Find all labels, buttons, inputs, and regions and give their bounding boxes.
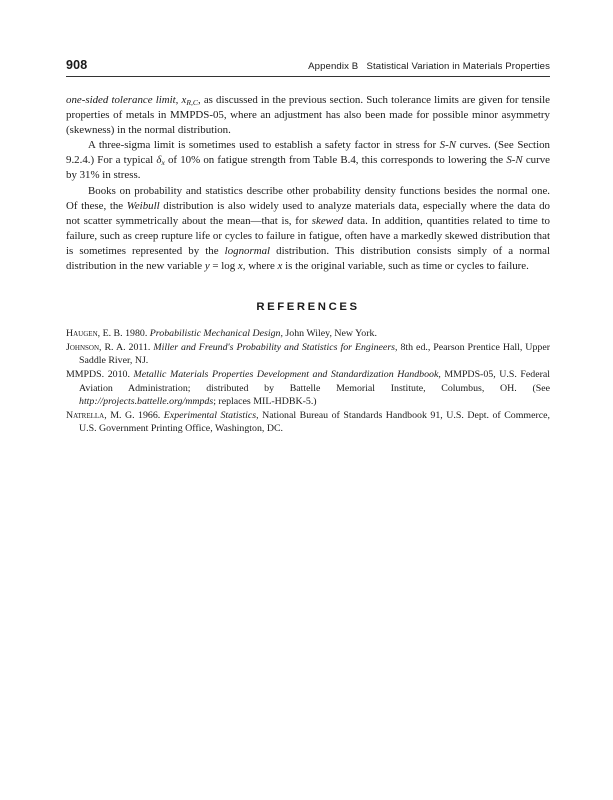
sn-term: S-N [439,139,457,152]
reference-item [66,409,550,436]
header-rule [66,76,550,77]
reference-author: MMPDS. [66,368,105,380]
term-weibull: Weibull [126,199,160,212]
term-skewed: skewed [311,214,344,227]
reference-year: 1966. [134,409,164,421]
reference-title: Experimental Statistics [163,409,257,421]
paragraph-2-text-a: A three-sigma limit is sometimes used to establish a safety factor in stress for [88,139,440,152]
subscript-rc: R,C [186,97,198,107]
paragraph-3-text-f: is the original variable, such as time or cycles to failure. [282,260,529,273]
reference-url-link[interactable]: http://projects.battelle.org/mmpds [79,396,214,408]
reference-details: , 8th ed., Pearson Prentice Hall, Upper Saddle River, NJ. [79,341,550,367]
running-head: Appendix B Statistical Variation in Materials Properties [308,61,550,72]
symbol-delta: δ [156,154,162,167]
book-page [66,58,550,436]
reference-author: Haugen, E. B. [66,328,123,340]
reference-year: 2011. [125,341,154,353]
term-lognormal: lognormal [224,244,271,257]
reference-title: Metallic Materials Properties Development and Standardization Handbook [133,368,439,380]
reference-details: , John Wiley, New York. [280,328,377,340]
reference-title: Probabilistic Mechanical Design [149,328,281,340]
reference-item [66,368,550,409]
symbol-y: y [204,260,210,273]
reference-item [66,327,550,341]
body-text [66,93,550,274]
reference-year: 1980. [122,328,150,340]
paragraph-3-text-c: data. In addition, quantities related to time to failure, such as creep rupture life or cycles to failure in fatigue, often have a markedly skewed distribution that is sometimes represented by the [66,214,550,257]
reference-year: 2010. [104,368,134,380]
reference-author: Johnson, R. A. [66,341,126,353]
paragraph-3 [66,184,550,275]
term-one-sided-tolerance-limit: one-sided tolerance limit, [66,94,182,106]
paragraph-3-text-e: , where [242,260,278,273]
paragraph-2 [66,138,550,183]
reference-details: , National Bureau of Standards Handbook 91, U.S. Dept. of Commerce, U.S. Government Printing Office, Washington, DC. [79,409,550,435]
reference-details-end: ; replaces MIL-HDBK-5.) [213,396,317,408]
paragraph-3-text-d: distribution. This distribution consists simply of a normal distribution in the new variable [66,244,550,273]
paragraph-1 [66,93,550,138]
sn-term: S-N [506,154,523,167]
paragraph-3-text-a: Books on probability and statistics describe other probability density functions besides the normal one. Of these, the [66,184,550,212]
reference-title: Miller and Freund's Probability and Statistics for Engineers [153,341,396,353]
equation-log: = log [209,260,238,273]
page-number: 908 [66,58,88,72]
reference-details: , MMPDS-05, U.S. Federal Aviation Administration; distributed by Battelle Memorial Institute, Columbus, OH. (See [79,368,551,394]
paragraph-1-text: , as discussed in the previous section. Such tolerance limits are given for tensile properties of metals in MMPDS-05, where an adjustment has also been made for possible minor asymmetry (skewness) in the normal distribution. [66,94,551,137]
reference-author: Natrella, M. G. [66,409,135,421]
symbol-x: x [277,260,283,273]
references-list [66,327,550,436]
page-header [66,58,550,74]
paragraph-2-text-b: curves. (See Section 9.2.4.) For a typical [66,139,550,167]
symbol-x: x [181,94,187,106]
reference-item [66,341,550,368]
subscript-x: x [161,158,165,168]
paragraph-3-text-b: distribution is also widely used to analyze materials data, especially where the data do not scatter symmetrically about the mean—that is, for [66,199,550,227]
symbol-x: x [237,260,243,273]
references-heading: REFERENCES [256,301,360,314]
paragraph-2-text-d: curve by 31% in stress. [66,154,550,182]
paragraph-2-text-c: of 10% on fatigue strength from Table B.4, this corresponds to lowering the [164,154,507,167]
